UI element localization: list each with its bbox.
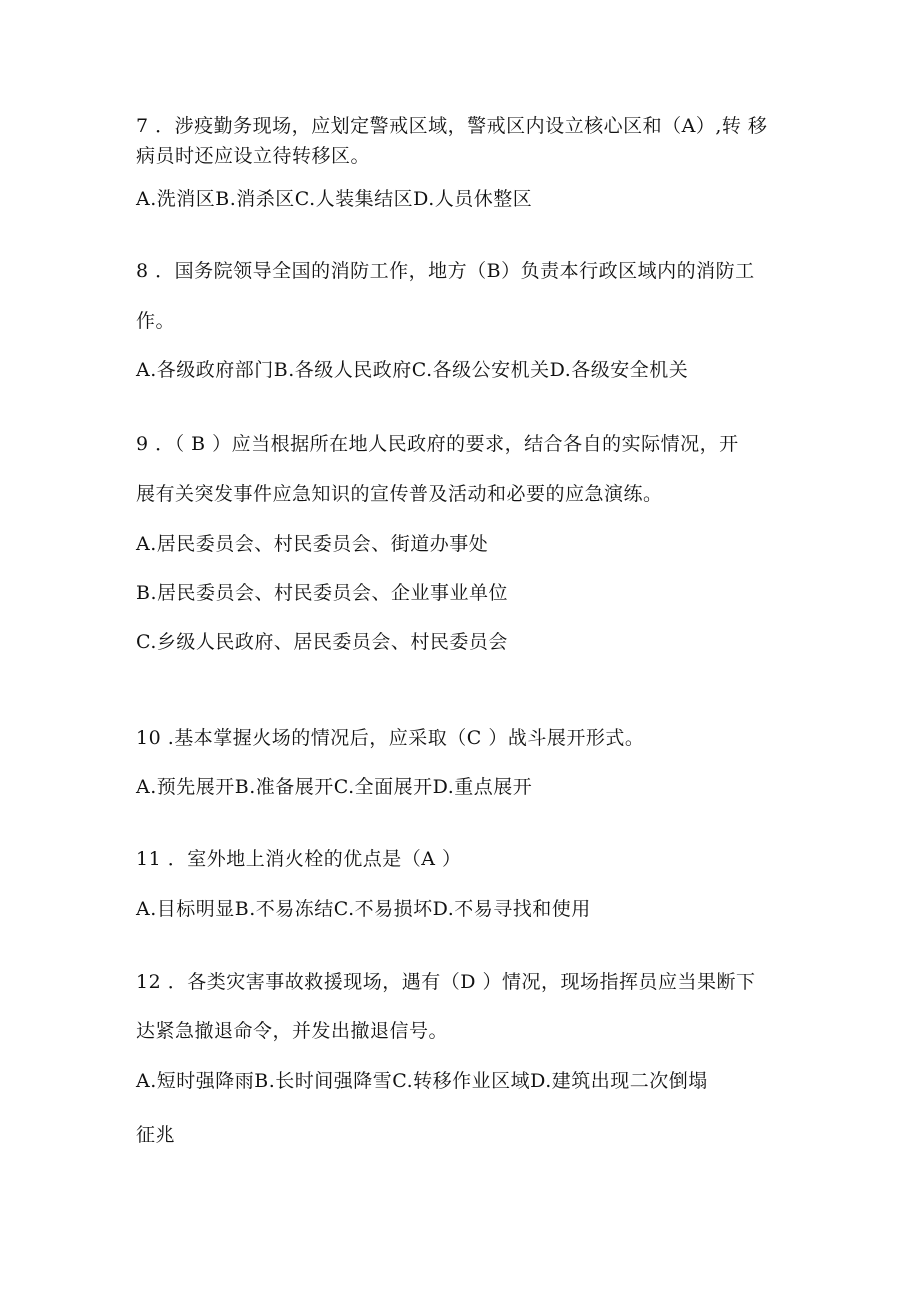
question-11-text: 11 ．室外地上消火栓的优点是（A ） (136, 848, 462, 870)
question-7-text-line-2: 病员时还应设立待转移区。 (136, 145, 371, 167)
question-8-text-line-2: 作。 (136, 310, 176, 332)
question-9-option-a: A.居民委员会、村民委员会、街道办事处 (136, 533, 489, 555)
question-12-text-line-1: 12 ．各类灾害事故救援现场，遇有（D ）情况，现场指挥员应当果断下 (136, 971, 756, 993)
question-12-text-line-2: 达紧急撤退命令，并发出撤退信号。 (136, 1020, 449, 1042)
question-10-text: 10 .基本掌握火场的情况后，应采取（C ）战斗展开形式。 (136, 727, 645, 749)
question-12-options-line-1: A.短时强降雨B.长时间强降雪C.转移作业区域D.建筑出现二次倒塌 (136, 1070, 708, 1092)
question-11-options: A.目标明显B.不易冻结C.不易损坏D.不易寻找和使用 (136, 898, 591, 920)
question-10-options: A.预先展开B.准备展开C.全面展开D.重点展开 (136, 776, 533, 798)
question-7-text-line-1: 7 ．涉疫勤务现场，应划定警戒区域，警戒区内设立核心区和（A）,转 移 (136, 115, 768, 137)
question-9-text-line-1: 9 ．（ B ）应当根据所在地人民政府的要求，结合各自的实际情况，开 (136, 433, 739, 455)
question-8-options: A.各级政府部门B.各级人民政府C.各级公安机关D.各级安全机关 (136, 359, 689, 381)
question-8-text-line-1: 8 ．国务院领导全国的消防工作，地方（B）负责本行政区域内的消防工 (136, 260, 755, 282)
question-9-text-line-2: 展有关突发事件应急知识的宣传普及活动和必要的应急演练。 (136, 483, 663, 505)
question-9-option-c: C.乡级人民政府、居民委员会、村民委员会 (136, 631, 508, 653)
question-9-option-b: B.居民委员会、村民委员会、企业事业单位 (136, 582, 509, 604)
question-7-options: A.洗消区B.消杀区C.人装集结区D.人员休整区 (136, 188, 533, 210)
question-12-options-line-2: 征兆 (136, 1124, 176, 1146)
